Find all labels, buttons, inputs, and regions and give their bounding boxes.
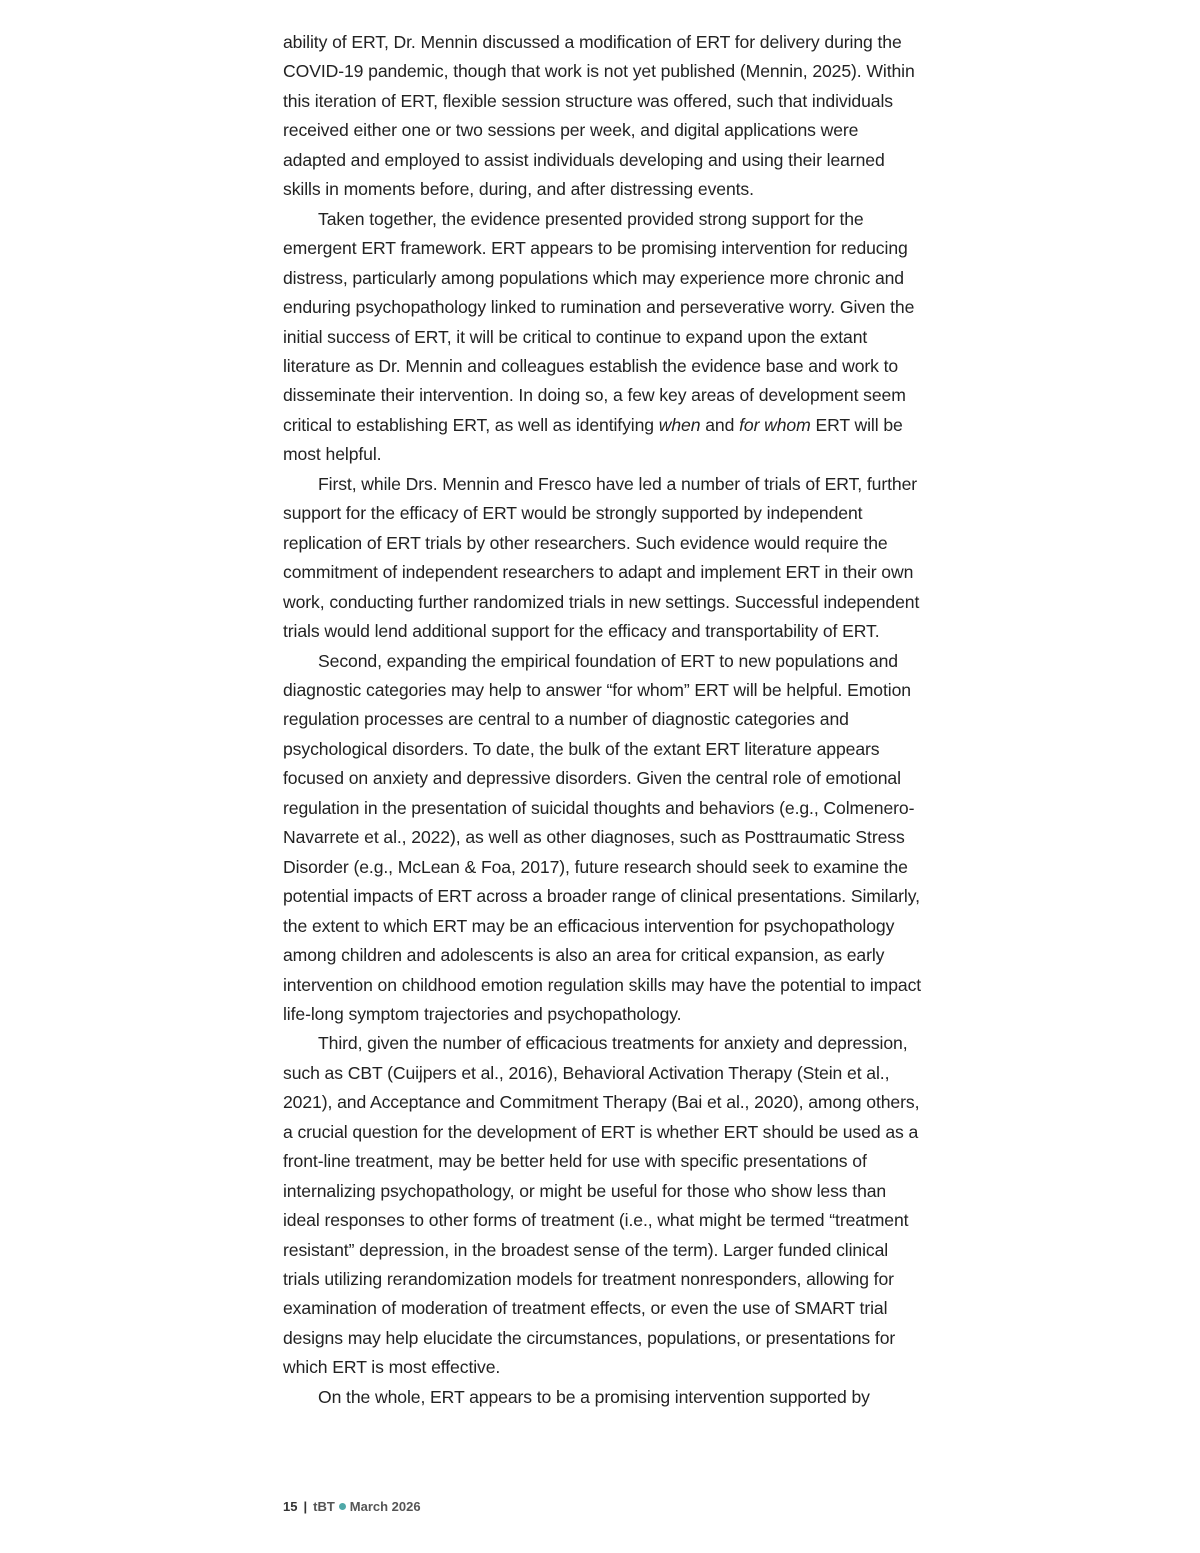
paragraph-2 — [283, 205, 923, 470]
issue-date: March 2026 — [349, 1499, 421, 1514]
page-number: 15 — [283, 1499, 298, 1514]
article-body — [283, 28, 923, 1412]
emphasis-for-whom: for whom — [739, 414, 811, 435]
paragraph-2-text: Taken together, the evidence presented provided strong support for the emergent ERT framework. ERT appears to be promising intervention for reducing distress, particularly among populations which may experience more chronic and enduring psychopathology linked to rumination and perseverative worry. Given the initial success of ERT, it will be critical to continue to expand upon the extant literature as Dr. Mennin and colleagues establish the evidence base and work to disseminate their intervention. In doing so, a few key areas of development seem critical to establishing ERT, as well as identifying — [283, 208, 915, 435]
publication-name: tBT — [313, 1499, 335, 1514]
paragraph-5: Third, given the number of efficacious treatments for anxiety and depression, such as CBT (Cuijpers et al., 2016), Behavioral Activation Therapy (Stein et al., 2021), and Acceptance and Commitment Therapy (Bai et al., 2020), among others, a crucial question for the development of ERT is whether ERT should be used as a front-line treatment, may be better held for use with specific presentations of internalizing psychopathology, or might be useful for those who show less than ideal responses to other forms of treatment (i.e., what might be termed “treatment resistant” depression, in the broadest sense of the term). Larger funded clinical trials utilizing rerandomization models for treatment nonresponders, allowing for examination of moderation of treatment effects, or even the use of SMART trial designs may help elucidate the circumstances, populations, or presentations for which ERT is most effective. — [283, 1033, 920, 1378]
bullet-dot-icon — [339, 1503, 346, 1510]
paragraph-4: Second, expanding the empirical foundation of ERT to new populations and diagnostic categories may help to answer “for whom” ERT will be helpful. Emotion regulation processes are central to a number of diagnostic categories and psychological disorders. To date, the bulk of the extant ERT literature appears focused on anxiety and depressive disorders. Given the central role of emotional regulation in the presentation of suicidal thoughts and behaviors (e.g., Colmenero-Navarrete et al., 2022), as well as other diagnoses, such as Posttraumatic Stress Disorder (e.g., McLean & Foa, 2017), future research should seek to examine the potential impacts of ERT across a broader range of clinical presentations. Similarly, the extent to which ERT may be an efficacious intervention for psychopathology among children and adolescents is also an area for critical expansion, as early intervention on childhood emotion regulation skills may have the potential to impact life-long symptom trajectories and psychopathology. — [283, 650, 922, 1024]
page-footer — [283, 1499, 421, 1514]
footer-separator: | — [303, 1499, 308, 1514]
paragraph-3: First, while Drs. Mennin and Fresco have led a number of trials of ERT, further support for the efficacy of ERT would be strongly supported by independent replication of ERT trials by other researchers. Such evidence would require the commitment of independent researchers to adapt and implement ERT in their own work, conducting further randomized trials in new settings. Successful independent trials would lend additional support for the efficacy and transportability of ERT. — [283, 473, 920, 642]
paragraph-6: On the whole, ERT appears to be a promising intervention supported by — [318, 1386, 870, 1407]
emphasis-when: when — [658, 414, 701, 435]
paragraph-2-end: ERT will be most helpful. — [283, 414, 903, 465]
paragraph-1: ability of ERT, Dr. Mennin discussed a modification of ERT for delivery during the COVID-19 pandemic, though that work is not yet published (Mennin, 2025). Within this iteration of ERT, flexible session structure was offered, such that individuals received either one or two sessions per week, and digital applications were adapted and employed to assist individuals developing and using their learned skills in moments before, during, and after distressing events. — [283, 32, 915, 200]
paragraph-2-and: and — [705, 414, 735, 435]
